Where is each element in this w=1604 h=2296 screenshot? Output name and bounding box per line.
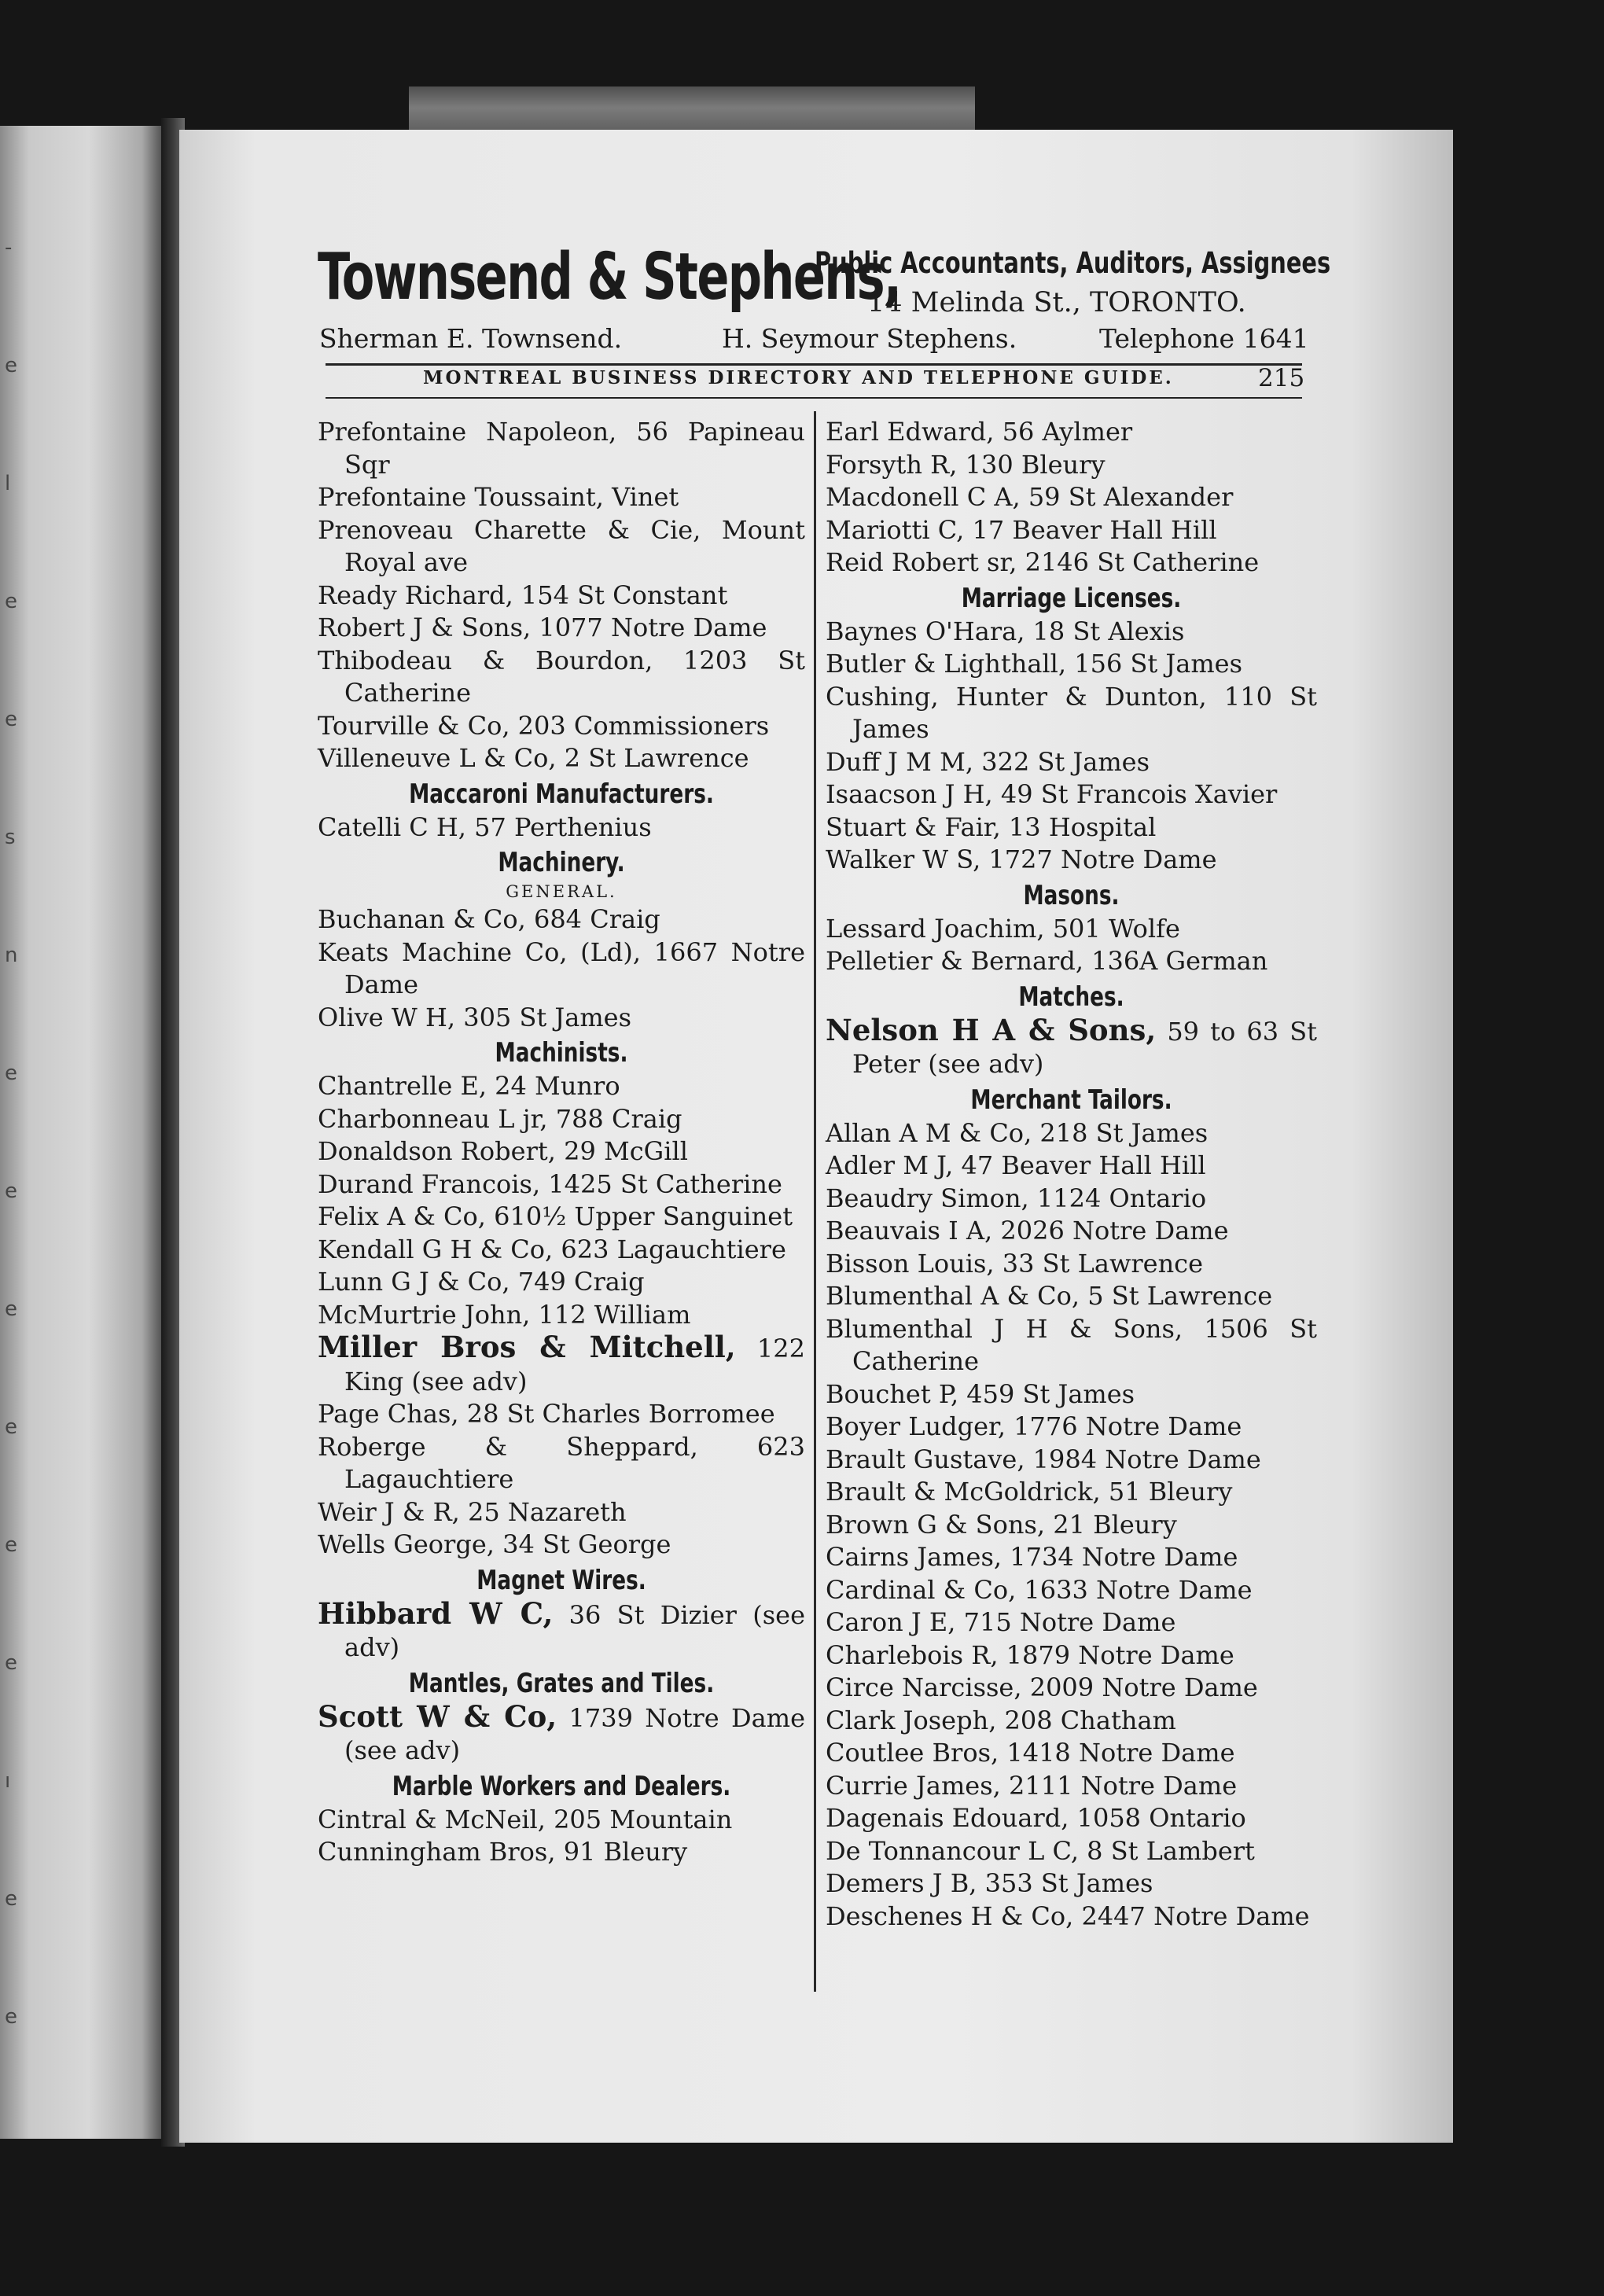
section-heading: Marriage Licenses.: [961, 582, 1182, 614]
directory-entry: Beaudry Simon, 1124 Ontario: [826, 1183, 1207, 1213]
directory-entry: Blumenthal A & Co, 5 St Lawrence: [826, 1281, 1273, 1311]
section-heading: Merchant Tailors.: [970, 1084, 1172, 1116]
directory-entry: Dagenais Edouard, 1058 Ontario: [826, 1803, 1246, 1833]
directory-entry: Blumenthal J H & Sons, 1506 St Catherine: [826, 1313, 1317, 1376]
directory-entry: Baynes O'Hara, 18 St Alexis: [826, 616, 1185, 646]
directory-entry: Reid Robert sr, 2146 St Catherine: [826, 547, 1260, 577]
directory-entry: Buchanan & Co, 684 Craig: [318, 904, 660, 934]
directory-entry: Beauvais I A, 2026 Notre Dame: [826, 1216, 1229, 1246]
left-page-fragment: s: [5, 826, 16, 849]
directory-entry: Forsyth R, 130 Bleury: [826, 449, 1106, 480]
directory-entry: Boyer Ludger, 1776 Notre Dame: [826, 1411, 1242, 1441]
directory-entry: Prefontaine Toussaint, Vinet: [318, 482, 679, 512]
directory-entry: Prenoveau Charette & Cie, Mount Royal ave: [318, 514, 805, 577]
left-page-edge: [0, 126, 161, 2139]
directory-entry: Ready Richard, 154 St Constant: [318, 580, 728, 610]
directory-entry: Catelli C H, 57 Perthenius: [318, 811, 652, 842]
directory-entry: Brown G & Sons, 21 Bleury: [826, 1509, 1177, 1540]
directory-entry: Butler & Lighthall, 156 St James: [826, 649, 1243, 679]
directory-entry: Macdonell C A, 59 St Alexander: [826, 482, 1234, 512]
directory-entry: Bisson Louis, 33 St Lawrence: [826, 1248, 1204, 1279]
directory-page: [179, 130, 1453, 2143]
directory-entry: De Tonnancour L C, 8 St Lambert: [826, 1835, 1255, 1866]
left-page-fragment: e: [5, 1887, 17, 1911]
directory-entry: Thibodeau & Bourdon, 1203 St Catherine: [318, 645, 805, 708]
left-page-fragment: e: [5, 708, 17, 731]
directory-entry: Stuart & Fair, 13 Hospital: [826, 811, 1157, 842]
directory-entry: Isaacson J H, 49 St Francois Xavier: [826, 779, 1278, 809]
directory-entry: Wells George, 34 St George: [318, 1529, 671, 1559]
directory-entry: Bouchet P, 459 St James: [826, 1378, 1135, 1409]
directory-entry: Brault & McGoldrick, 51 Bleury: [826, 1477, 1233, 1507]
directory-entry: McMurtrie John, 112 William: [318, 1299, 691, 1330]
directory-entry: Kendall G H & Co, 623 Lagauchtiere: [318, 1234, 786, 1264]
directory-entry: Roberge & Sheppard, 623 Lagauchtiere: [318, 1431, 805, 1494]
directory-entry: Villeneuve L & Co, 2 St Lawrence: [318, 743, 749, 773]
directory-entry: Tourville & Co, 203 Commissioners: [318, 710, 770, 741]
directory-entry: Chantrelle E, 24 Munro: [318, 1071, 620, 1101]
left-page-fragment: ı: [5, 1769, 11, 1793]
column-divider: [814, 411, 816, 1992]
left-page-fragment: e: [5, 1297, 17, 1321]
left-page-fragment: e: [5, 590, 17, 613]
directory-entry: Charbonneau L jr, 788 Craig: [318, 1103, 682, 1134]
running-title: MONTREAL BUSINESS DIRECTORY AND TELEPHONE GUIDE.: [423, 367, 1174, 388]
section-heading: Mantles, Grates and Tiles.: [408, 1667, 715, 1699]
left-page-fragment: e: [5, 1179, 17, 1203]
section-heading: Maccaroni Manufacturers.: [409, 778, 714, 810]
directory-entry: Donaldson Robert, 29 McGill: [318, 1136, 688, 1166]
entry-address: 1739 Notre Dame (see adv): [344, 1702, 805, 1765]
directory-entry: Coutlee Bros, 1418 Notre Dame: [826, 1738, 1235, 1768]
directory-entry: Currie James, 2111 Notre Dame: [826, 1770, 1238, 1801]
entry-bold-name: Hibbard W C,: [318, 1595, 554, 1631]
entry-bold-name: Nelson H A & Sons,: [826, 1012, 1157, 1047]
entry-bold-name: Scott W & Co,: [318, 1698, 557, 1734]
directory-entry: Brault Gustave, 1984 Notre Dame: [826, 1444, 1261, 1474]
left-page-fragment: e: [5, 1651, 17, 1675]
page-number: 215: [1258, 364, 1305, 392]
directory-entry: Weir J & R, 25 Nazareth: [318, 1496, 627, 1527]
left-page-fragment: e: [5, 354, 17, 377]
directory-entry: Caron J E, 715 Notre Dame: [826, 1607, 1176, 1637]
section-heading: Masons.: [1023, 879, 1120, 911]
left-page-fragment: n: [5, 944, 18, 967]
left-page-fragment: e: [5, 1415, 17, 1439]
section-heading: Magnet Wires.: [476, 1564, 646, 1596]
directory-entry: Mariotti C, 17 Beaver Hall Hill: [826, 514, 1217, 545]
directory-entry: Durand Francois, 1425 St Catherine: [318, 1168, 782, 1199]
left-page-fragment: e: [5, 1533, 17, 1557]
directory-entry: Circe Narcisse, 2009 Notre Dame: [826, 1672, 1258, 1702]
directory-entry: Robert J & Sons, 1077 Notre Dame: [318, 613, 767, 642]
directory-entry: [318, 1698, 805, 1768]
directory-entry: Charlebois R, 1879 Notre Dame: [826, 1639, 1234, 1670]
left-page-fragment: e: [5, 1062, 17, 1085]
left-page-fragment: -: [5, 236, 13, 259]
directory-entry: Keats Machine Co, (Ld), 1667 Notre Dame: [318, 936, 805, 999]
directory-entry: Felix A & Co, 610½ Upper Sanguinet: [318, 1201, 793, 1231]
directory-entry: Lunn G J & Co, 749 Craig: [318, 1267, 645, 1297]
section-subheading: GENERAL.: [506, 882, 617, 901]
left-column: [318, 416, 805, 1869]
directory-entry: Walker W S, 1727 Notre Dame: [826, 844, 1217, 874]
directory-entry: Cairns James, 1734 Notre Dame: [826, 1542, 1238, 1572]
directory-entry: Cunningham Bros, 91 Bleury: [318, 1837, 688, 1867]
section-heading: Machinery.: [498, 847, 625, 878]
entry-address: 59 to 63 St Peter (see adv): [852, 1016, 1317, 1079]
advertisement-address: 14 Melinda St., TORONTO.: [867, 287, 1246, 318]
directory-entry: Lessard Joachim, 501 Wolfe: [826, 913, 1180, 944]
entry-bold-name: Miller Bros & Mitchell,: [318, 1330, 736, 1364]
header-rule-top: [326, 363, 1302, 366]
binding-tape: [409, 86, 975, 134]
directory-entry: Cardinal & Co, 1633 Notre Dame: [826, 1574, 1253, 1605]
advertisement-services: Public Accountants, Auditors, Assignees: [815, 246, 1331, 280]
advertisement-partner-1: Sherman E. Townsend.: [319, 323, 623, 354]
advertisement-partner-2: H. Seymour Stephens.: [722, 323, 1017, 354]
directory-entry: Duff J M M, 322 St James: [826, 746, 1150, 777]
directory-entry: Earl Edward, 56 Aylmer: [826, 417, 1133, 447]
directory-entry: Demers J B, 353 St James: [826, 1868, 1153, 1898]
directory-entry: Cintral & McNeil, 205 Mountain: [318, 1804, 733, 1834]
directory-entry: [826, 1014, 1317, 1081]
directory-entry: Prefontaine Napoleon, 56 Papineau Sqr: [318, 417, 805, 480]
left-page-fragment: e: [5, 2005, 17, 2029]
entry-address: 36 St Dizier (see adv): [344, 1599, 806, 1662]
directory-entry: [318, 1331, 805, 1398]
section-heading: Marble Workers and Dealers.: [392, 1770, 731, 1802]
directory-entry: Clark Joseph, 208 Chatham: [826, 1705, 1176, 1735]
section-heading: Machinists.: [495, 1037, 628, 1069]
left-page-fragment: l: [5, 472, 11, 495]
right-column: [826, 416, 1317, 1933]
advertisement-telephone: Telephone 1641: [1099, 323, 1309, 354]
entry-address: 122 King (see adv): [344, 1334, 805, 1396]
directory-entry: Allan A M & Co, 218 St James: [826, 1117, 1209, 1148]
directory-entry: Cushing, Hunter & Dunton, 110 St James: [826, 681, 1317, 744]
directory-entry: Pelletier & Bernard, 136A German: [826, 946, 1268, 976]
section-heading: Matches.: [1018, 981, 1124, 1013]
directory-entry: Adler M J, 47 Beaver Hall Hill: [826, 1150, 1206, 1180]
header-rule-bottom: [326, 397, 1302, 399]
advertisement-firm-name: Townsend & Stephens,: [318, 240, 901, 315]
directory-entry: Olive W H, 305 St James: [318, 1002, 632, 1032]
directory-entry: Page Chas, 28 St Charles Borromee: [318, 1399, 775, 1429]
directory-entry: Deschenes H & Co, 2447 Notre Dame: [826, 1900, 1310, 1931]
directory-entry: [318, 1595, 806, 1665]
